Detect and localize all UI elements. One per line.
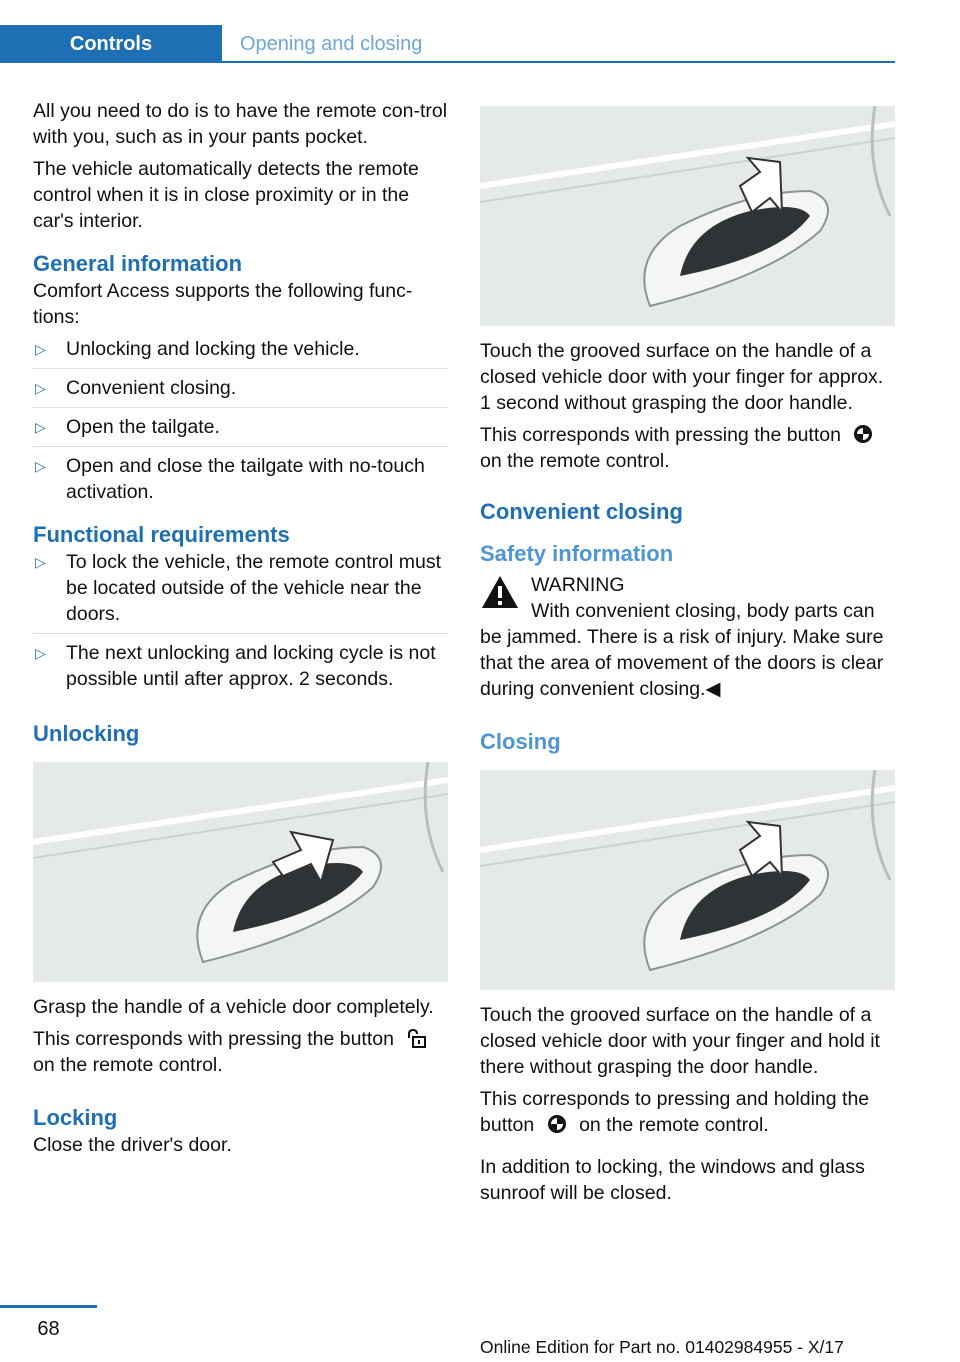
bmw-logo-icon [852, 424, 874, 444]
paragraph-in-addition: In addition to locking, the windows and glass sunroof will be closed. [480, 1156, 865, 1204]
door-handle-grasp-image [33, 762, 448, 982]
paragraph-corresponds-lock: This corresponds with pressing the button on the remote control. [480, 422, 895, 474]
triangle-right-icon: ▷ [35, 554, 46, 570]
left-column [33, 98, 448, 1164]
list-item: ▷ Open and close the tailgate with no-touch activation. [35, 455, 425, 503]
heading-convenient-closing: Convenient closing [480, 499, 683, 524]
triangle-right-icon: ▷ [35, 458, 46, 474]
right-column [480, 106, 895, 1212]
triangle-right-icon: ▷ [35, 380, 46, 396]
requirements-list [33, 549, 448, 698]
warning-text: With convenient closing, body parts can be jammed. There is a risk of injury. Make sure that the area of movement of the doors is clear during convenient closing.◀ [480, 600, 884, 700]
triangle-right-icon: ▷ [35, 645, 46, 661]
triangle-right-icon: ▷ [35, 341, 46, 357]
paragraph-touch-hold: Touch the grooved surface on the handle of a closed vehicle door with your finger and hold it there without grasping the door handle. [480, 1004, 880, 1078]
door-handle-hold-image [480, 770, 895, 990]
paragraph-auto-detect: The vehicle automatically detects the remote control when it is in close proximity or in the car's interior. [33, 158, 419, 232]
functions-list [33, 336, 448, 511]
tab-opening-and-closing[interactable]: Opening and closing [240, 32, 423, 55]
bmw-logo-icon [546, 1114, 568, 1134]
tab-controls[interactable]: Controls [0, 25, 222, 63]
paragraph-corresponds-unlock: This corresponds with pressing the button on the remote control. [33, 1026, 448, 1078]
paragraph-touch-grooved: Touch the grooved surface on the handle of a closed vehicle door with your finger for approx. 1 second without grasping the door handle. [480, 340, 884, 414]
paragraph-press-hold: This corresponds to pressing and holding the button on the remote control. [480, 1088, 870, 1136]
edition-note: Online Edition for Part no. 01402984955 - X/17 [480, 1337, 844, 1357]
heading-general-information: General information [33, 251, 243, 276]
footer-line [0, 1305, 97, 1308]
triangle-right-icon: ▷ [35, 419, 46, 435]
list-item: ▷ Open the tailgate. [33, 414, 448, 447]
list-item: ▷ Unlocking and locking the vehicle. [33, 336, 448, 369]
list-item: ▷ The next unlocking and locking cycle is not possible until after approx. 2 seconds. [35, 642, 436, 690]
warning-triangle-icon [480, 574, 520, 610]
heading-functional-requirements: Functional requirements [33, 522, 290, 547]
door-handle-touch-image [480, 106, 895, 326]
warning-block [480, 568, 895, 598]
paragraph-general: Comfort Access supports the following func-tions: [33, 280, 413, 328]
paragraph-close-driver-door: Close the driver's door. [33, 1134, 232, 1156]
paragraph-remote-in-pocket: All you need to do is to have the remote con-trol with you, such as in your pants pocket. [33, 100, 448, 148]
heading-locking: Locking [33, 1105, 118, 1130]
page-number: 68 [37, 1318, 60, 1340]
heading-safety-information: Safety information [480, 541, 674, 566]
paragraph-grasp-handle: Grasp the handle of a vehicle door completely. [33, 996, 434, 1018]
list-item: ▷ To lock the vehicle, the remote control must be located outside of the vehicle near the doors. [33, 549, 448, 634]
list-item: ▷ Convenient closing. [33, 375, 448, 408]
warning-title: WARNING [531, 574, 625, 596]
heading-closing: Closing [480, 729, 561, 754]
unlock-icon [405, 1028, 427, 1048]
heading-unlocking: Unlocking [33, 721, 140, 746]
